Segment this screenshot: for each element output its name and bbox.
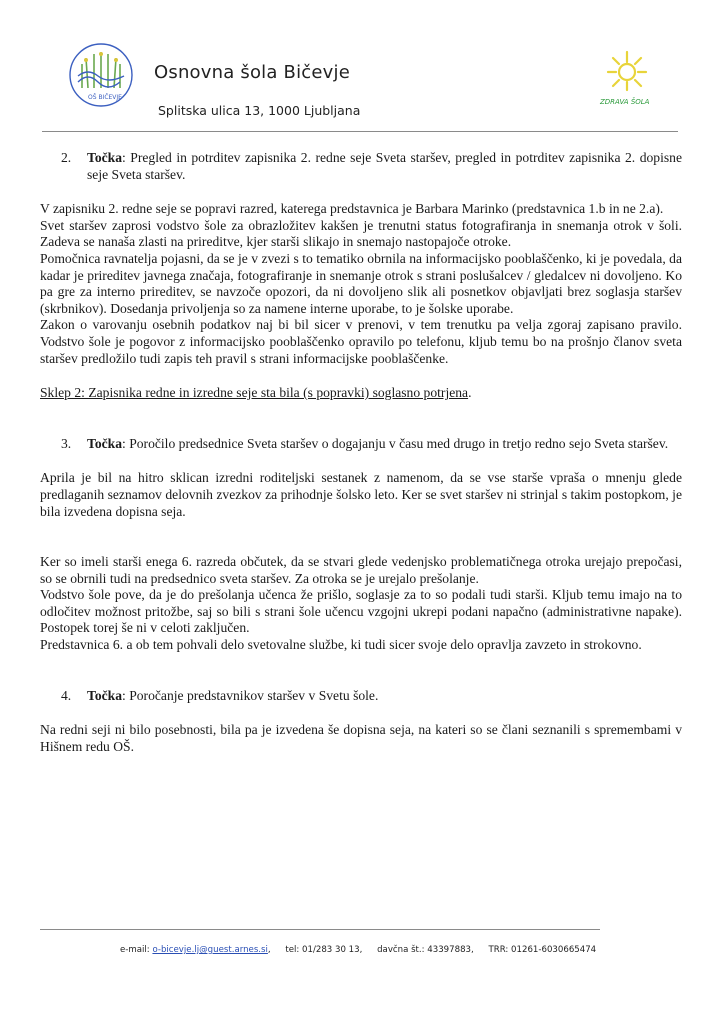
school-logo-text: OŠ BIČEVJE (88, 94, 122, 101)
agenda-item-title: : Poročilo predsednice Sveta staršev o dogajanju v času med drugo in tretjo redno sejo Sveta staršev. (122, 435, 669, 451)
resolution-end: . (468, 385, 472, 401)
healthy-school-text: ZDRAVA ŠOLA (600, 98, 650, 106)
school-address: Splitska ulica 13, 1000 Ljubljana (158, 103, 361, 118)
bank-account-text: TRR: 01261-6030665474 (488, 945, 597, 955)
email-label: e-mail: (120, 945, 153, 955)
resolution-text: Sklep 2: Zapisnika redne in izredne seje sta bila (s popravki) soglasno potrjena (40, 385, 469, 401)
paragraph: Ker so imeli starši enega 6. razreda občutek, da se stvari glede vedenjsko problematičnega otroka urejajo prepočasi, so se obrnili tudi na predsednico sveta staršev. Za otroka se je urejalo prešolanje. (40, 554, 682, 586)
agenda-item-2 (61, 150, 682, 183)
footer-divider (40, 929, 600, 930)
agenda-item-number: 3. (61, 435, 72, 451)
tax-number-text: davčna št.: 43397883, (377, 945, 474, 955)
paragraph: Aprila je bil na hitro sklican izredni roditeljski sestanek z namenom, da se vse starše vpraša o mnenju glede predlaganih seznamov delovnih zvezkov za prihodnje šolsko leto. Ker se svet staršev ni strinjal s takim postopkom, je bila izvedena dopisna seja. (40, 470, 682, 519)
paragraph: V zapisniku 2. redne seje se popravi razred, katerega predstavnica je Barbara Marinko (predstavnica 1.b in ne 2.a). (40, 201, 664, 217)
school-logo-icon (68, 42, 134, 108)
footer-contact (120, 945, 640, 955)
paragraph: Predstavnica 6. a ob tem pohvali delo svetovalne službe, ki tudi sicer svoje delo opravlja zavzeto in strokovno. (40, 637, 642, 653)
agenda-item-number: 4. (61, 687, 72, 703)
agenda-item-title: : Pregled in potrditev zapisnika 2. redne seje Sveta staršev, pregled in potrditev zapisnika 2. dopisne seje Sveta staršev. (87, 150, 682, 182)
email-sep: , (267, 945, 271, 955)
paragraph: Na redni seji ni bilo posebnosti, bila pa je izvedena še dopisna seja, na kateri so se člani seznanili s spremembami v Hišnem redu OŠ. (40, 722, 682, 754)
agenda-item-label: Točka (87, 687, 123, 703)
minutes-body (40, 150, 682, 755)
agenda-item-4 (61, 688, 682, 705)
phone-text: tel: 01/283 30 13, (285, 945, 363, 955)
healthy-school-sun-icon (594, 48, 660, 108)
agenda-item-title: : Poročanje predstavnikov staršev v Svetu šole. (122, 687, 379, 703)
paragraph: Vodstvo šole pove, da je do prešolanja učenca že prišlo, soglasje za to so podali tudi starši. Kljub temu imajo na to odločitev možnost pritožbe, saj so bili s strani šole učencu vzgojni ukrepi podani napačno (administrativne napake). Postopek torej še ni v celoti zaključen. (40, 587, 682, 636)
header-divider (42, 131, 678, 132)
school-name: Osnovna šola Bičevje (154, 62, 350, 83)
resolution (40, 385, 682, 402)
paragraph: Zakon o varovanju osebnih podatkov naj bi bil sicer v prenovi, v tem trenutku pa velja zgoraj zapisano pravilo. Vodstvo šole je pogovor z informacijsko pooblaščenko opravilo po telefonu, kljub temu bo na prošnjo članov sveta staršev predložilo tudi zapis teh pravil s strani informacijske pooblaščenke. (40, 317, 682, 366)
paragraph: Pomočnica ravnatelja pojasni, da se je v zvezi s to tematiko obrnila na informacijsko pooblaščenko, ki je povedala, da kadar je prireditev javnega značaja, fotografiranje in snemanje otrok s strani poslušalcev / gledalcev ni dovoljeno. Ko pa gre za interno prireditev, se navzoče opozori, da ni dovoljeno slik ali posnetkov objavljati brez soglasja staršev (skrbnikov). Dosedanja privoljenja so za namene interne uporabe, to je šolske uporabe. (40, 250, 682, 316)
agenda-item-label: Točka (87, 150, 123, 165)
agenda-item-label: Točka (87, 435, 123, 451)
letterhead (0, 0, 724, 140)
agenda-item-number: 2. (61, 150, 72, 165)
email-link[interactable]: o-bicevje.lj@guest.arnes.si (152, 945, 268, 955)
paragraph: Svet staršev zaprosi vodstvo šole za obrazložitev kakšen je trenutni status fotografiranja in snemanja otrok v šoli. Zadeva se nanaša zlasti na prireditve, kjer starši slikajo in snemajo nastopajoče otroke. (40, 217, 682, 250)
agenda-item-3 (61, 436, 682, 453)
